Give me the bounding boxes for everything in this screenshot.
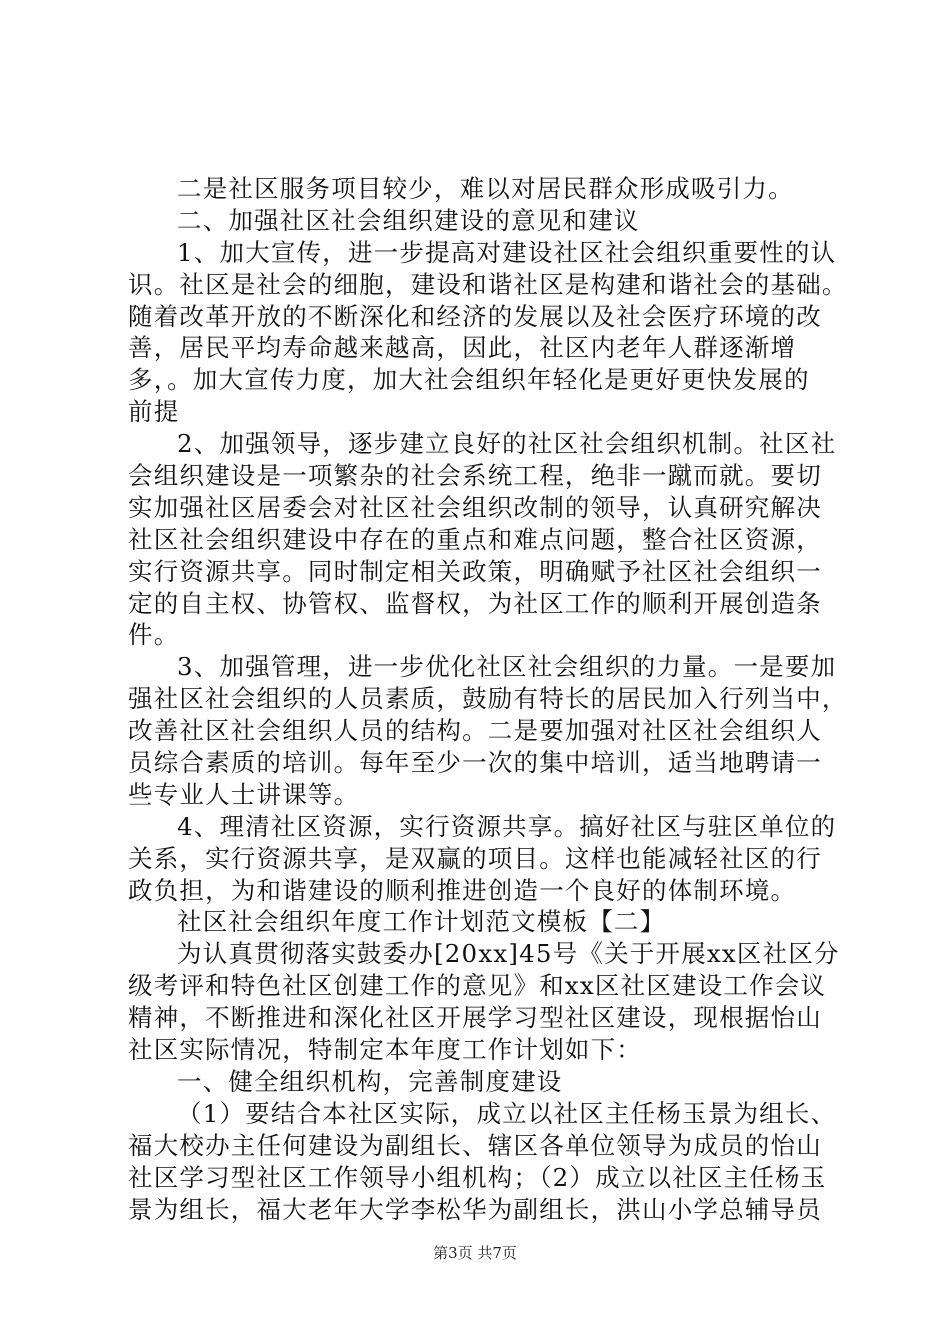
text-line: 精神，不断推进和深化社区开展学习型社区建设，现根据怡山 [128, 1003, 822, 1033]
text-line: 实行资源共享。同时制定相关政策，明确赋予社区社会组织一 [128, 556, 822, 586]
text-line: 二是社区服务项目较少，难以对居民群众形成吸引力。 [177, 174, 794, 203]
section-heading: 一、健全组织机构，完善制度建设 [177, 1066, 563, 1096]
text-line: 会组织建设是一项繁杂的社会系统工程，绝非一蹴而就。要切 [128, 461, 822, 491]
text-line: 社区学习型社区工作领导小组机构；（2）成立以社区主任杨玉 [128, 1162, 827, 1192]
text-line: 善，居民平均寿命越来越高，因此，社区内老年人群逐渐增 [128, 333, 797, 363]
text-line: 关系，实行资源共享，是双赢的项目。这样也能减轻社区的行 [128, 843, 822, 873]
page-number: 第3页 共7页 [433, 1244, 517, 1262]
text-line: 1、加大宣传，进一步提高对建设社区社会组织重要性的认 [177, 237, 837, 267]
text-line: 社区实际情况，特制定本年度工作计划如下： [128, 1035, 642, 1065]
text-line: 识。社区是社会的细胞，建设和谐社区是构建和谐社会的基础。 [128, 269, 848, 299]
text-line: 改善社区社会组织人员的结构。二是要加强对社区社会组织人 [128, 716, 822, 746]
text-line: （1）要结合本社区实际，成立以社区主任杨玉景为组长、 [177, 1098, 837, 1128]
text-line: 福大校办主任何建设为副组长、辖区各单位领导为成员的怡山 [128, 1130, 822, 1160]
text-line: 件。 [128, 620, 180, 650]
text-line: 3、加强管理，进一步优化社区社会组织的力量。一是要加 [177, 652, 837, 682]
text-line: 多，。加大宣传力度，加大社会组织年轻化是更好更快发展的 [128, 365, 810, 395]
text-line: 级考评和特色社区创建工作的意见》和xx区社区建设工作会议 [128, 971, 827, 1001]
text-line: 些专业人士讲课等。 [128, 779, 360, 809]
text-line: 为认真贯彻落实鼓委办[20xx]45号《关于开展xx区社区分 [177, 939, 840, 969]
section-heading: 社区社会组织年度工作计划范文模板【二】 [177, 907, 666, 937]
text-line: 强社区社会组织的人员素质，鼓励有特长的居民加入行列当中， [128, 684, 848, 714]
section-heading: 二、加强社区社会组织建设的意见和建议 [177, 205, 640, 235]
text-line: 2、加强领导，逐步建立良好的社区社会组织机制。社区社 [177, 429, 837, 459]
text-line: 定的自主权、协管权、监督权，为社区工作的顺利开展创造条 [128, 588, 822, 618]
text-line: 员综合素质的培训。每年至少一次的集中培训，适当地聘请一 [128, 748, 822, 778]
document-body [128, 173, 848, 1225]
text-line: 景为组长，福大老年大学李松华为副组长，洪山小学总辅导员 [128, 1194, 822, 1224]
text-line: 随着改革开放的不断深化和经济的发展以及社会医疗环境的改 [128, 301, 822, 331]
text-line: 实加强社区居委会对社区社会组织改制的领导，认真研究解决 [128, 492, 822, 522]
text-line: 政负担，为和谐建设的顺利推进创造一个良好的体制环境。 [128, 875, 797, 905]
text-line: 4、理清社区资源，实行资源共享。搞好社区与驻区单位的 [177, 811, 837, 841]
text-line: 前提 [128, 397, 180, 427]
text-line: 社区社会组织建设中存在的重点和难点问题，整合社区资源， [128, 524, 822, 554]
